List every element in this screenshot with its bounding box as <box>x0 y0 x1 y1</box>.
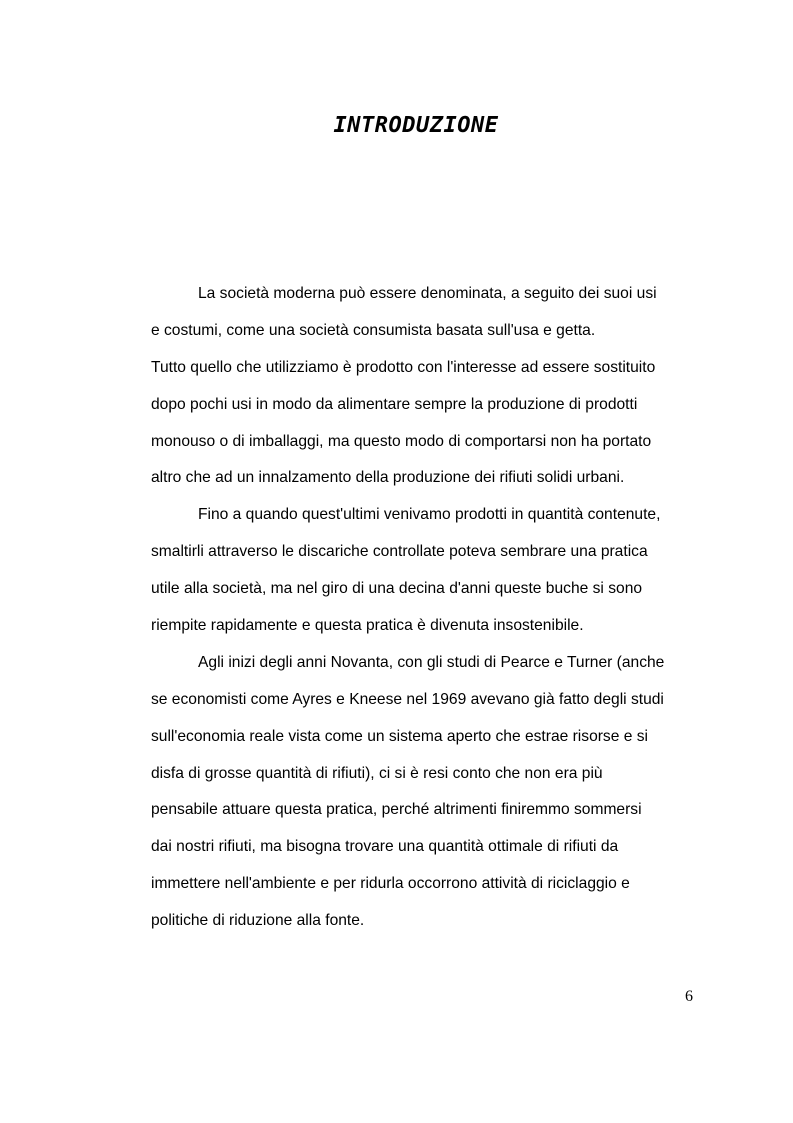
paragraph-3-line-1: Agli inizi degli anni Novanta, con gli studi di Pearce e Turner (anche <box>198 653 665 671</box>
paragraph-2-line-1: Fino a quando quest'ultimi venivamo prodotti in quantità contenute, <box>198 506 661 524</box>
paragraph-2-line-2: smaltirli attraverso le discariche controllate poteva sembrare una pratica <box>151 543 648 561</box>
paragraph-3-line-8: politiche di riduzione alla fonte. <box>151 912 365 930</box>
page-number: 6 <box>685 988 693 1005</box>
paragraph-2-line-3: utile alla società, ma nel giro di una decina d'anni queste buche si sono <box>151 580 643 598</box>
paragraph-3-line-2: se economisti come Ayres e Kneese nel 1969 avevano già fatto degli studi <box>151 690 664 708</box>
paragraph-1-line-5: monouso o di imballaggi, ma questo modo di comportarsi non ha portato <box>151 432 652 450</box>
paragraph-3-line-4: disfa di grosse quantità di rifiuti), ci si è resi conto che non era più <box>151 764 603 782</box>
page-title: INTRODUZIONE <box>333 113 499 138</box>
paragraph-3-line-6: dai nostri rifiuti, ma bisogna trovare una quantità ottimale di rifiuti da <box>151 838 619 856</box>
paragraph-2-line-4: riempite rapidamente e questa pratica è divenuta insostenibile. <box>151 617 584 635</box>
paragraph-1-line-2: e costumi, come una società consumista basata sull'usa e getta. <box>151 321 596 339</box>
paragraph-3-line-7: immettere nell'ambiente e per ridurla occorrono attività di riciclaggio e <box>151 875 630 893</box>
paragraph-3-line-5: pensabile attuare questa pratica, perché altrimenti finiremmo sommersi <box>151 801 642 819</box>
paragraph-3-line-3: sull'economia reale vista come un sistema aperto che estrae risorse e si <box>151 727 649 745</box>
paragraph-1-line-3: Tutto quello che utilizziamo è prodotto con l'interesse ad essere sostituito <box>151 358 656 376</box>
paragraph-1-line-6: altro che ad un innalzamento della produzione dei rifiuti solidi urbani. <box>151 469 625 487</box>
paragraph-1-line-1: La società moderna può essere denominata, a seguito dei suoi usi <box>198 285 657 302</box>
body-text <box>151 276 691 940</box>
paragraph-1-line-4: dopo pochi usi in modo da alimentare sempre la produzione di prodotti <box>151 395 638 413</box>
